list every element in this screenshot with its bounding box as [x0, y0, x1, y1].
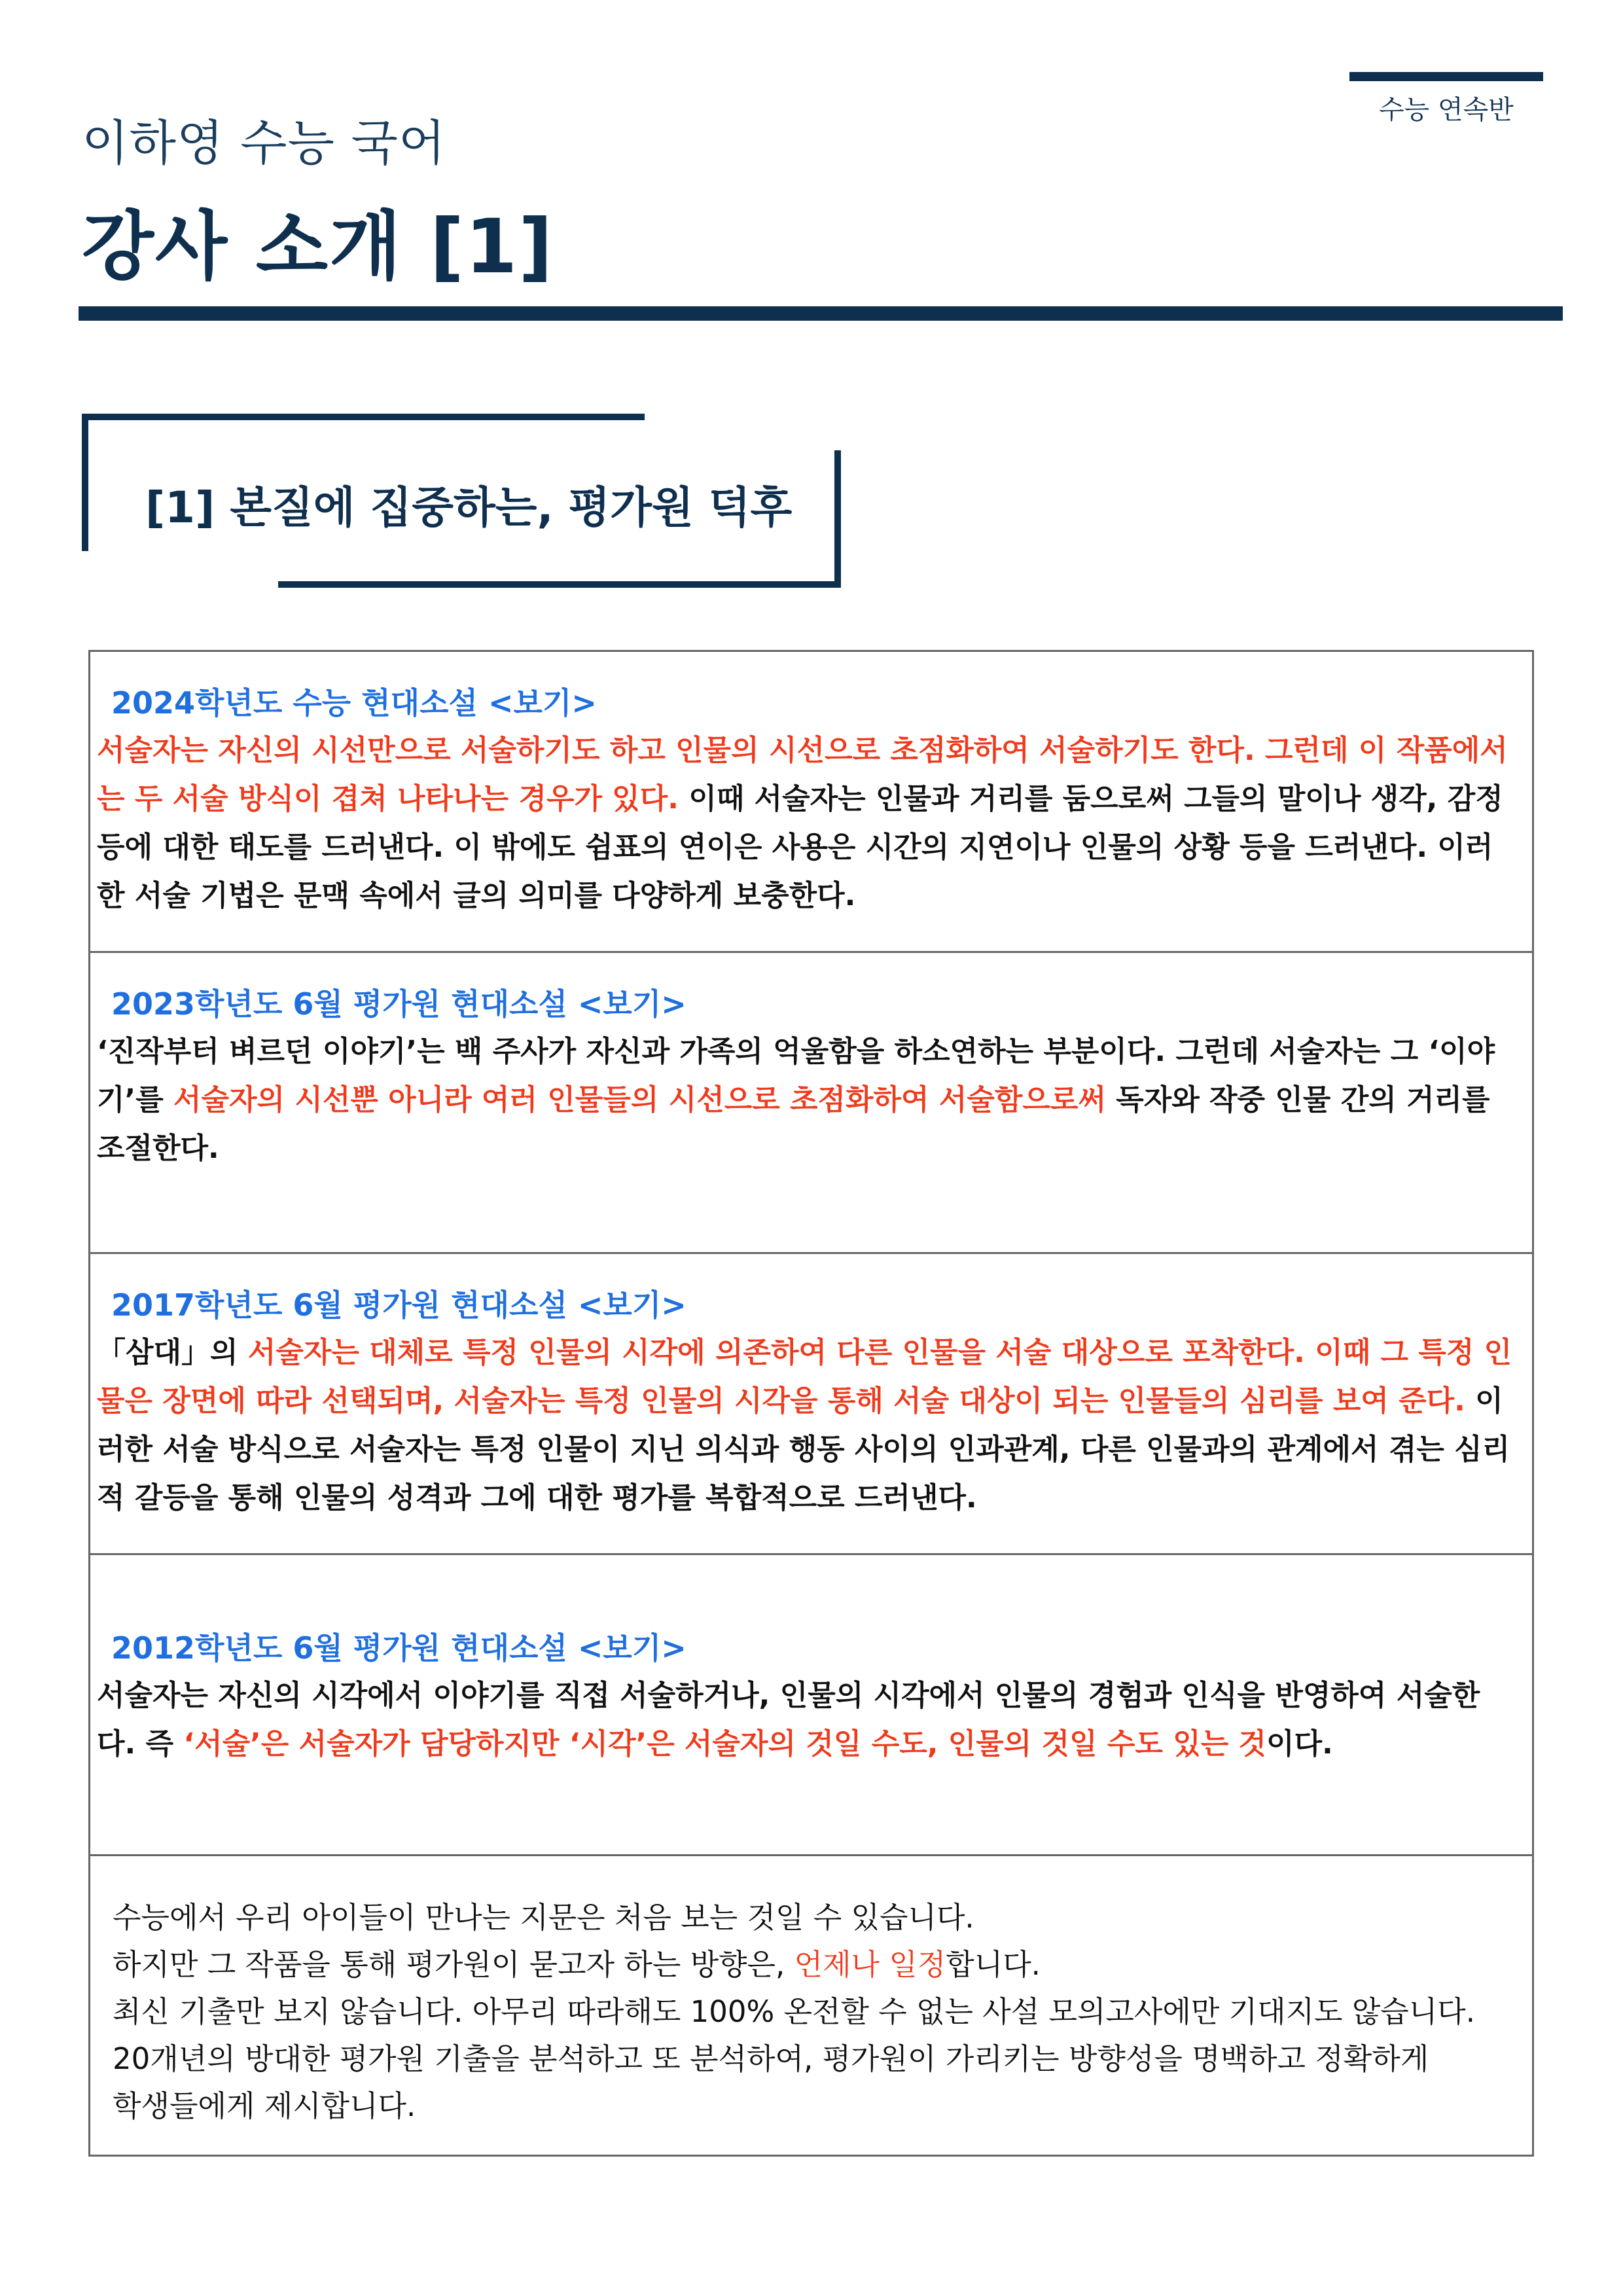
excerpt-body	[97, 1672, 1515, 1768]
tag-bar	[1349, 72, 1543, 81]
page-subtitle: 이하영 수능 국어	[82, 115, 446, 171]
title-rule	[79, 306, 1563, 321]
section-frame-right	[834, 450, 841, 588]
excerpt-highlight: 서술자는 대체로 특정 인물의 시각에 의존하여 다른 인물을 서술 대상으로 포착한다. 이때 그 특정 인물은 장면에 따라 선택되며, 서술자는 특정 인물의 시각을 통해 서술 대상이 되는 인물들의 심리를 보여 준다.	[97, 1336, 1512, 1418]
summary-box	[90, 1856, 1532, 2155]
excerpt-heading: 2017학년도 6월 평가원 현대소설 <보기>	[111, 1287, 687, 1323]
excerpt-box	[90, 1555, 1532, 1856]
excerpt-heading: 2024학년도 수능 현대소설 <보기>	[111, 685, 597, 721]
section-frame-bottom	[278, 581, 841, 588]
excerpt-body	[97, 1329, 1515, 1522]
summary-line: 수능에서 우리 아이들이 만나는 지문은 처음 보는 것일 수 있습니다.	[113, 1900, 974, 1935]
course-tag: 수능 연속반	[1379, 95, 1514, 125]
excerpt-heading: 2023학년도 6월 평가원 현대소설 <보기>	[111, 986, 687, 1022]
excerpt-highlight: 서술자는 자신의 시선만으로 서술하기도 하고 인물의 시선으로 초점화하여 서술하기도 한다. 그런데 이 작품에서는 두 서술 방식이 겹쳐 나타나는 경우가 있다.	[97, 734, 1508, 816]
excerpt-text: ‘진작부터 벼르던 이야기’는 백 주사가 자신과 가족의 억울함을 하소연하는 부분이다. 그런데 서술자는 그 ‘이야기’를	[97, 1035, 1495, 1117]
excerpt-text: 이때 서술자는 인물과 거리를 둠으로써 그들의 말이나 생각, 감정 등에 대한 태도를 드러낸다. 이 밖에도 쉼표의 연이은 사용은 시간의 지연이나 인물의 상황 등을 드러낸다. 이러한 서술 기법은 문맥 속에서 글의 의미를 다양하게 보충한다.	[97, 782, 1503, 912]
excerpt-table	[88, 650, 1534, 2157]
excerpt-body	[97, 1028, 1515, 1173]
summary-highlight: 언제나 일정	[794, 1947, 946, 1982]
section-frame-left	[82, 414, 88, 551]
excerpt-text: 이다.	[1266, 1727, 1333, 1761]
page-title: 강사 소개 [1]	[82, 203, 554, 290]
section-frame-top	[82, 414, 645, 420]
section-title: [1] 본질에 집중하는, 평가원 덕후	[145, 482, 793, 533]
excerpt-heading: 2012학년도 6월 평가원 현대소설 <보기>	[111, 1630, 687, 1666]
excerpt-highlight: ‘서술’은 서술자가 담당하지만 ‘시각’은 서술자의 것일 수도, 인물의 것일 수도 있는 것	[183, 1727, 1267, 1761]
excerpt-text: 독자와 작중 인물 간의 거리를 조절한다.	[97, 1083, 1490, 1165]
excerpt-text: 「삼대」의	[97, 1336, 248, 1369]
excerpt-text: 서술자는 자신의 시각에서 이야기를 직접 서술하거나, 인물의 시각에서 인물의 경험과 인식을 반영하여 서술한다. 즉	[97, 1679, 1480, 1761]
summary-line: 학생들에게 제시합니다.	[113, 2089, 416, 2123]
summary-line: 최신 기출만 보지 않습니다. 아무리 따라해도 100% 온전할 수 없는 사설 모의고사에만 기대지도 않습니다.	[113, 1994, 1476, 2029]
excerpt-text: 이러한 서술 방식으로 서술자는 특정 인물이 지닌 의식과 행동 사이의 인과관계, 다른 인물과의 관계에서 겪는 심리적 갈등을 통해 인물의 성격과 그에 대한 평가를 복합적으로 드러낸다.	[97, 1384, 1510, 1515]
summary-text: 합니다.	[946, 1947, 1041, 1982]
excerpt-highlight: 서술자의 시선뿐 아니라 여러 인물들의 시선으로 초점화하여 서술함으로써	[173, 1083, 1106, 1117]
excerpt-box	[90, 652, 1532, 953]
summary-text: 하지만 그 작품을 통해 평가원이 묻고자 하는 방향은,	[113, 1947, 794, 1982]
excerpt-box	[90, 1254, 1532, 1555]
excerpt-box	[90, 953, 1532, 1254]
summary-line: 20개년의 방대한 평가원 기출을 분석하고 또 분석하여, 평가원이 가리키는 방향성을 명백하고 정확하게	[113, 2041, 1429, 2076]
summary-line	[113, 1941, 1515, 1988]
excerpt-body	[97, 726, 1515, 920]
